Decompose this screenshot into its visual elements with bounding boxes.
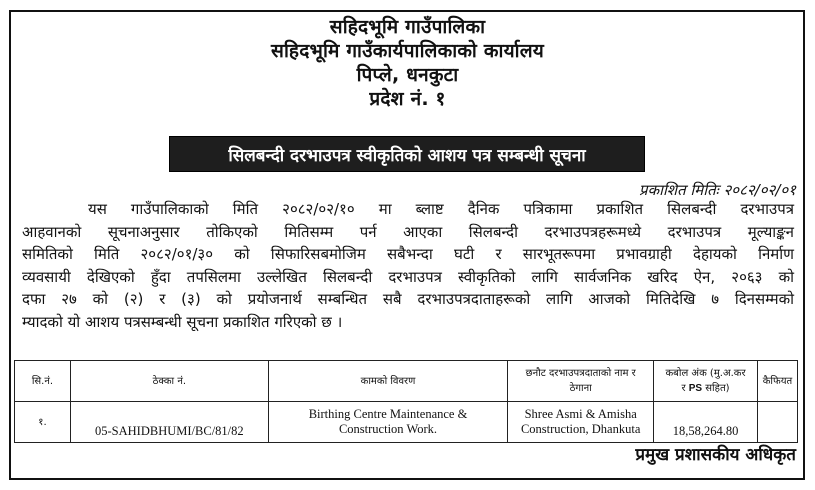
col-header-amount bbox=[654, 361, 758, 402]
col-header-bidder bbox=[508, 361, 654, 402]
notice-body bbox=[22, 198, 794, 333]
body-line: यस गाउँपालिकाको मिति २०८२/०२/१० मा ब्लाष्ट दैनिक पत्रिकामा प्रकाशित सिलबन्दी दरभाउपत्र bbox=[88, 200, 794, 218]
body-line: व्यवसायी देखिएको हुँदा तपसिलमा उल्लेखित सिलबन्दी दरभाउपत्र स्वीकृतिको लागि सार्वजनिक खरिद ऐन, २०६३ को bbox=[22, 267, 794, 286]
cell-amount: 18,58,264.80 bbox=[654, 402, 758, 443]
signatory-title: प्रमुख प्रशासकीय अधिकृत bbox=[635, 445, 796, 465]
body-line: दफा २७ को (२) र (३) को प्रयोजनार्थ सम्बन्धित सबै दरभाउपत्रदाताहरूको लागि आजको मितिदेखि ७ दिनसम्मको bbox=[22, 290, 794, 308]
office-address: पिप्ले, धनकुटा bbox=[356, 64, 459, 86]
province-name: प्रदेश नं. १ bbox=[369, 88, 446, 110]
notice-title-banner bbox=[169, 136, 645, 172]
notice-title: सिलबन्दी दरभाउपत्र स्वीकृतिको आशय पत्र सम्बन्धी सूचना bbox=[228, 145, 586, 166]
letterhead bbox=[0, 15, 815, 111]
office-name: सहिदभूमि गाउँकार्यपालिकाको कार्यालय bbox=[270, 40, 545, 62]
table-header-row bbox=[15, 361, 798, 402]
col-header-remarks: कैफियत bbox=[757, 361, 797, 402]
col-header-sn: सि.नं. bbox=[15, 361, 71, 402]
award-table bbox=[14, 360, 798, 443]
cell-bidder-l2: Construction, Dhankuta bbox=[520, 422, 641, 436]
cell-work bbox=[268, 402, 508, 443]
cell-work-l2: Construction Work. bbox=[338, 422, 438, 436]
municipality-name: सहिदभूमि गाउँपालिका bbox=[329, 16, 486, 38]
col-header-amount-l2-prefix: र bbox=[681, 383, 686, 394]
cell-remarks bbox=[757, 402, 797, 443]
col-header-work: कामको विवरण bbox=[268, 361, 508, 402]
published-date: प्रकाशित मितिः २०८२/०२/०१ bbox=[639, 181, 796, 199]
body-line: आहवानको सूचनाअनुसार तोकिएको मितिसम्म पर्न आएका सिलबन्दी दरभाउपत्रहरूमध्ये दरभाउपत्र मूल्याङ्कन bbox=[22, 222, 794, 241]
col-header-bidder-l2: ठेगाना bbox=[569, 383, 592, 394]
cell-bidder bbox=[508, 402, 654, 443]
table-row bbox=[15, 402, 798, 443]
col-header-amount-ps: PS bbox=[688, 383, 703, 394]
cell-bidder-l1: Shree Asmi & Amisha bbox=[524, 407, 637, 421]
body-line: म्यादको यो आशय पत्रसम्बन्धी सूचना प्रकाशित गरिएको छ । bbox=[22, 312, 343, 331]
cell-work-l1: Birthing Centre Maintenance & bbox=[308, 407, 468, 421]
col-header-amount-l1: कबोल अंक (मु.अ.कर bbox=[665, 368, 746, 379]
body-line: समितिको मिति २०८२/०१/३० को सिफारिसबमोजिम सबैभन्दा घटी र सारभूतरूपमा प्रभावग्राही देहायको निर्माण bbox=[22, 245, 794, 263]
col-header-contract: ठेक्का नं. bbox=[70, 361, 268, 402]
cell-contract: 05-SAHIDBHUMI/BC/81/82 bbox=[70, 402, 268, 443]
col-header-amount-l2-suffix: सहित) bbox=[705, 383, 730, 394]
cell-sn: १. bbox=[15, 402, 71, 443]
col-header-bidder-l1: छनौट दरभाउपत्रदाताको नाम र bbox=[525, 368, 636, 379]
